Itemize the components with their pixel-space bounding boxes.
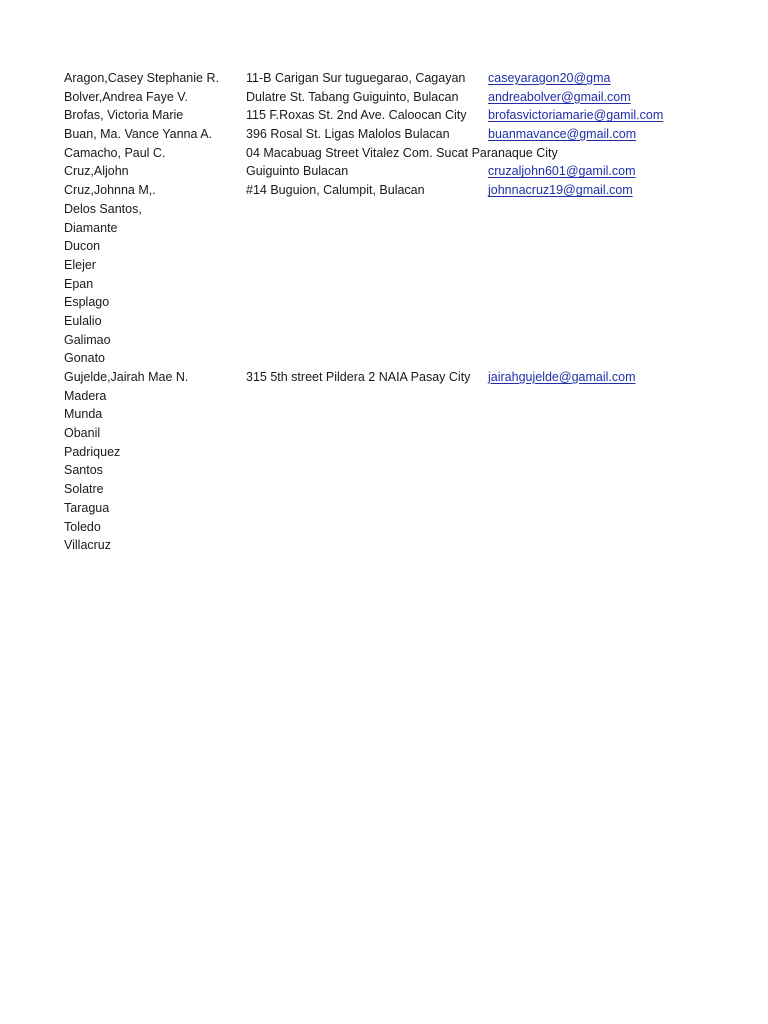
student-name: Brofas, Victoria Marie xyxy=(64,108,184,123)
student-address: Dulatre St. Tabang Guiguinto, Bulacan xyxy=(246,89,459,104)
email-link[interactable]: cruzaljohn601@gamil.com xyxy=(488,164,636,179)
student-name: Madera xyxy=(64,388,107,403)
student-name: Toledo xyxy=(64,519,101,534)
email-link[interactable]: brofasvictoriamarie@gamil.com xyxy=(488,108,664,123)
student-name: Epan xyxy=(64,276,94,291)
student-name: Bolver,Andrea Faye V. xyxy=(64,89,188,104)
student-name: Eulalio xyxy=(64,313,102,328)
student-address: Guiguinto Bulacan xyxy=(246,164,349,179)
email-link[interactable]: buanmavance@gmail.com xyxy=(488,127,637,142)
student-name: Gujelde,Jairah Mae N. xyxy=(64,370,189,384)
student-name: Ducon xyxy=(64,239,101,254)
student-name: Taragua xyxy=(64,500,110,515)
student-name: Villacruz xyxy=(64,538,112,553)
student-address: #14 Buguion, Calumpit, Bulacan xyxy=(246,183,425,198)
student-name: Cruz,Aljohn xyxy=(64,164,129,179)
student-address: 11-B Carigan Sur tuguegarao, Cagayan xyxy=(246,71,466,85)
student-name: Aragon,Casey Stephanie R. xyxy=(64,71,219,85)
email-link[interactable]: andreabolver@gmail.com xyxy=(488,89,631,104)
student-name: Solatre xyxy=(64,482,104,497)
student-name: Munda xyxy=(64,407,103,422)
student-name: Galimao xyxy=(64,332,111,347)
student-name: Diamante xyxy=(64,220,118,235)
student-name: Buan, Ma. Vance Yanna A. xyxy=(64,127,213,142)
student-name: Obanil xyxy=(64,426,101,441)
student-name: Gonato xyxy=(64,351,106,366)
student-name: Delos Santos, xyxy=(64,201,142,216)
student-name: Camacho, Paul C. xyxy=(64,145,166,160)
student-address: 396 Rosal St. Ligas Malolos Bulacan xyxy=(246,127,450,142)
student-address: 315 5th street Pildera 2 NAIA Pasay City xyxy=(246,370,471,384)
student-address: 04 Macabuag Street Vitalez Com. Sucat Paranaque City xyxy=(246,145,558,160)
email-link[interactable]: jairahgujelde@gamail.com xyxy=(488,370,636,384)
email-link[interactable]: caseyaragon20@gma xyxy=(488,71,611,85)
student-name: Padriquez xyxy=(64,444,121,459)
student-name: Santos xyxy=(64,463,103,478)
email-link[interactable]: johnnacruz19@gmail.com xyxy=(488,183,633,198)
student-name: Cruz,Johnna M,. xyxy=(64,183,156,198)
student-name: Esplago xyxy=(64,295,110,310)
student-address: 115 F.Roxas St. 2nd Ave. Caloocan City xyxy=(246,108,467,123)
student-name: Elejer xyxy=(64,257,96,272)
